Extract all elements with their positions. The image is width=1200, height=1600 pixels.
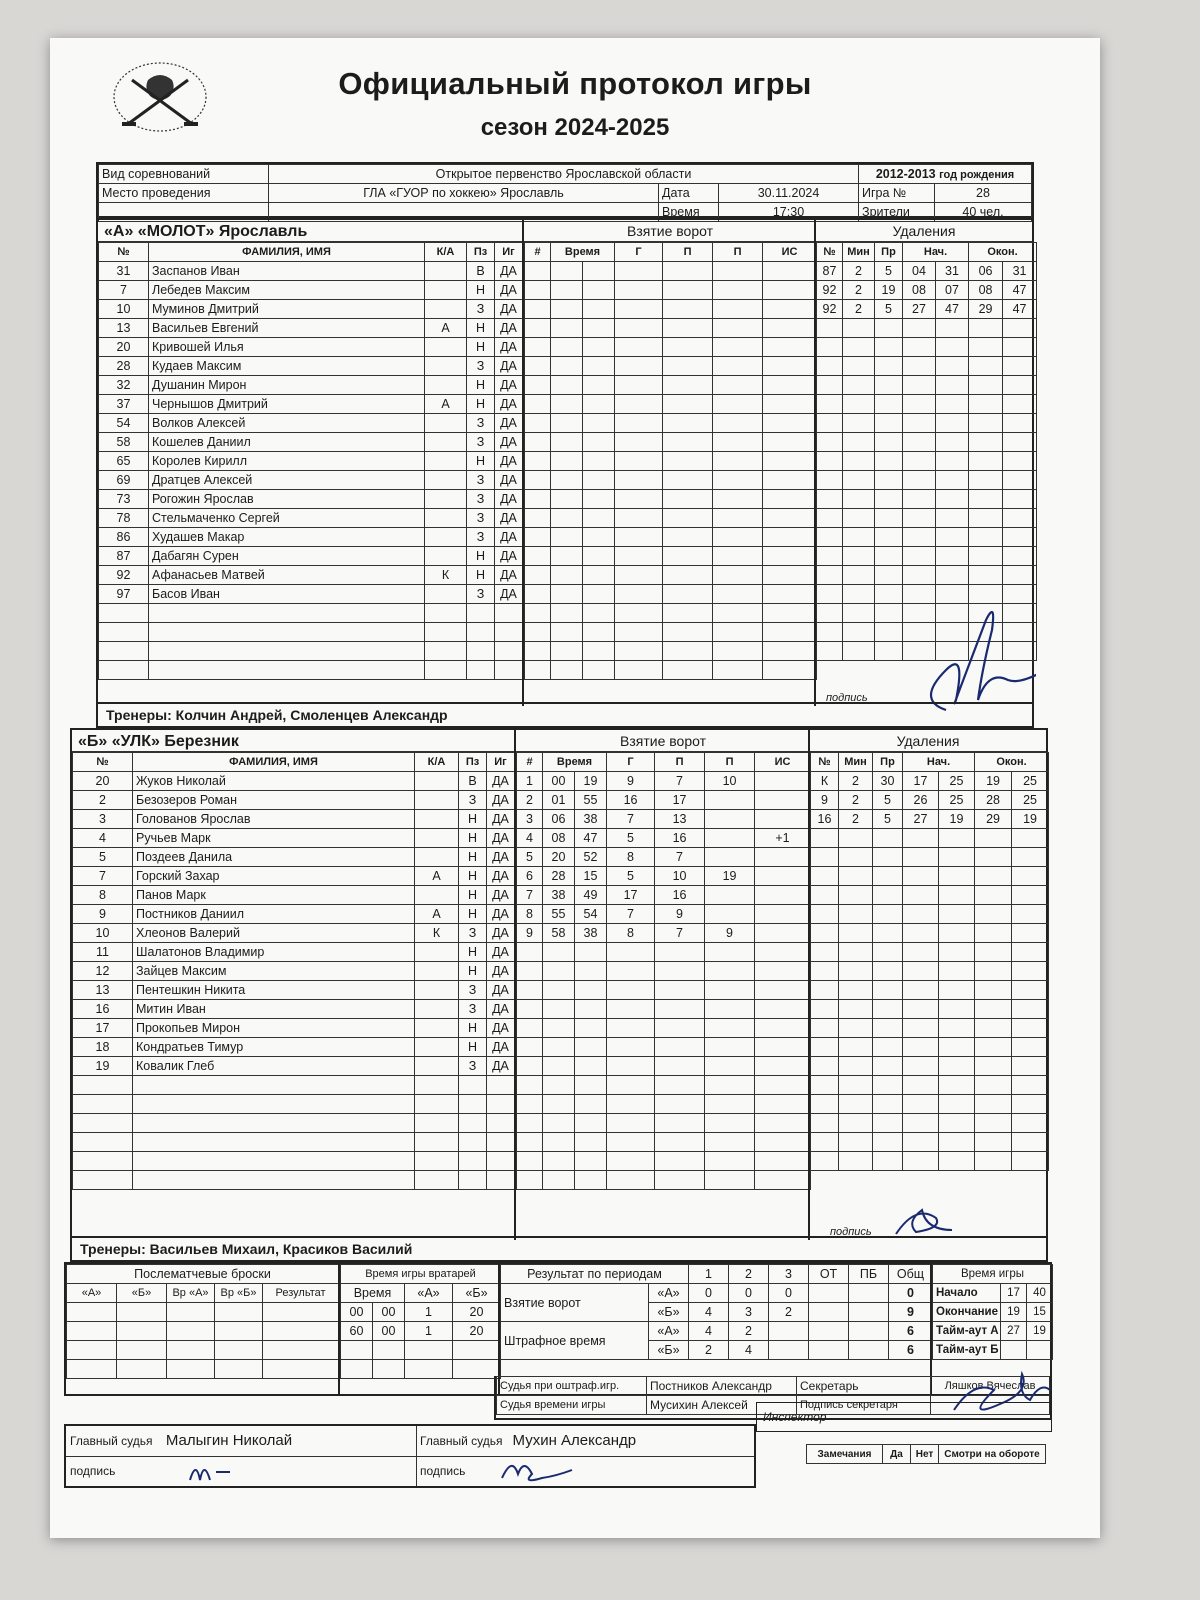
penalty-row xyxy=(811,886,1049,905)
penalty-row: 16 2 5 27 19 29 19 xyxy=(811,810,1049,829)
goal-row xyxy=(517,1152,811,1171)
player-row: 10 Хлеонов Валерий К З ДА xyxy=(73,924,515,943)
team-a-section xyxy=(96,218,1034,728)
goal-row xyxy=(525,376,817,395)
team-b-section xyxy=(70,728,1048,1262)
player-row: 13 Васильев Евгений А Н ДА xyxy=(99,319,523,338)
pen-judge-label: Судья при оштраф.игр. xyxy=(497,1377,647,1396)
player-row xyxy=(99,642,523,661)
penalty-row xyxy=(811,943,1049,962)
penalty-row xyxy=(811,1152,1049,1171)
penalty-row xyxy=(811,981,1049,1000)
player-row: 4 Ручьев Марк Н ДА xyxy=(73,829,515,848)
start-label: Начало xyxy=(933,1284,1001,1303)
team-a-pen-table: № Мин Пр Нач. Окон. 87 2 5 04 31 06 31 92 2 19 08 07 08 47 92 2 5 27 47 29 47 xyxy=(816,242,1037,661)
col-ka-head: К/А xyxy=(425,243,467,262)
player-row: 73 Рогожин Ярослав З ДА xyxy=(99,490,523,509)
goal-row xyxy=(525,490,817,509)
player-row: 31 Заспанов Иван В ДА xyxy=(99,262,523,281)
penalty-row xyxy=(811,924,1049,943)
end-label: Окончание xyxy=(933,1303,1001,1322)
gk-col-a: «А» xyxy=(405,1284,453,1303)
goalie-time-title: Время игры вратарей xyxy=(341,1265,501,1284)
chief-judge-1 xyxy=(66,1426,417,1486)
penalty-row xyxy=(811,1133,1049,1152)
shootout-title: Послематчевые броски xyxy=(67,1265,339,1284)
goal-row xyxy=(517,943,811,962)
chief-judge-1-sign-label: подпись xyxy=(70,1464,116,1478)
goal-row xyxy=(525,661,817,680)
goal-row xyxy=(517,962,811,981)
goal-row xyxy=(517,1114,811,1133)
player-row: 37 Чернышов Дмитрий А Н ДА xyxy=(99,395,523,414)
venue-label: Место проведения xyxy=(99,184,269,203)
chief-judge-2 xyxy=(416,1426,754,1486)
goal-row xyxy=(525,528,817,547)
player-row xyxy=(73,1152,515,1171)
goal-row xyxy=(517,1171,811,1190)
goal-row xyxy=(517,1019,811,1038)
remarks-no: Нет xyxy=(911,1445,939,1464)
team-b-pen-title: Удаления xyxy=(810,730,1046,752)
penalty-row xyxy=(811,905,1049,924)
remarks-yes: Да xyxy=(883,1445,911,1464)
inspector-label: Инспектор xyxy=(763,1410,827,1424)
page-title: Официальный протокол игры xyxy=(338,66,812,101)
period-results-section: Результат по периодам 1 2 3 ОТ ПБ Общ Взятие ворот «А» 0 0 0 0 «Б» 4 3 2 9 Штрафное время «А» 4 2 6 «Б» 2 4 6 xyxy=(498,1264,932,1394)
penalty-row: К 2 30 17 25 19 25 xyxy=(811,772,1049,791)
goal-row xyxy=(525,471,817,490)
player-row: 20 Жуков Николай В ДА xyxy=(73,772,515,791)
goal-row xyxy=(525,642,817,661)
penalty-row xyxy=(817,471,1037,490)
penalty-row xyxy=(811,848,1049,867)
player-row: 5 Поздеев Данила Н ДА xyxy=(73,848,515,867)
chief-judges-block xyxy=(64,1424,756,1488)
gk-col-time: Время xyxy=(341,1284,405,1303)
player-row: 58 Кошелев Даниил З ДА xyxy=(99,433,523,452)
penalty-row xyxy=(817,566,1037,585)
goal-row xyxy=(525,509,817,528)
team-b-coaches: Тренеры: Васильев Михаил, Красиков Василий xyxy=(72,1236,1046,1260)
spectators-label: Зрители xyxy=(859,203,935,222)
player-row: 10 Муминов Дмитрий З ДА xyxy=(99,300,523,319)
player-row: 28 Кудаев Максим З ДА xyxy=(99,357,523,376)
goal-row xyxy=(525,414,817,433)
timeout-b-label: Тайм-аут Б xyxy=(933,1341,1001,1360)
goal-row xyxy=(517,1057,811,1076)
player-row: 19 Ковалик Глеб З ДА xyxy=(73,1057,515,1076)
goal-row: 8 55 54 7 9 xyxy=(517,905,811,924)
player-row xyxy=(99,623,523,642)
secretary-name: Ляшков Вячеслав xyxy=(931,1377,1050,1396)
season-subtitle: сезон 2024-2025 xyxy=(480,114,670,141)
penalty-row: 92 2 5 27 47 29 47 xyxy=(817,300,1037,319)
player-row xyxy=(73,1171,515,1190)
team-a-roster xyxy=(98,220,522,680)
penalty-row xyxy=(817,414,1037,433)
protocol-sheet xyxy=(50,38,1100,1538)
player-row xyxy=(73,1133,515,1152)
pen-judge-name: Постников Александр xyxy=(647,1377,797,1396)
penalty-row xyxy=(811,1000,1049,1019)
so-col-vrb: Вр «Б» xyxy=(215,1284,263,1303)
goal-row xyxy=(517,1133,811,1152)
penalty-row: 92 2 19 08 07 08 47 xyxy=(817,281,1037,300)
team-a-goals xyxy=(522,220,816,706)
team-b-sign-label: подпись xyxy=(830,1226,872,1238)
game-value: 28 xyxy=(935,184,1032,203)
goal-row xyxy=(525,357,817,376)
goal-row: 4 08 47 5 16 +1 xyxy=(517,829,811,848)
goal-row xyxy=(525,262,817,281)
player-row: 97 Басов Иван З ДА xyxy=(99,585,523,604)
so-col-res: Результат xyxy=(263,1284,339,1303)
chief-judge-1-label: Главный судья xyxy=(70,1434,153,1448)
time-judge-label: Судья времени игры xyxy=(497,1396,647,1415)
comp-label: Вид соревнований xyxy=(99,165,269,184)
penalty-row: 9 2 5 26 25 28 25 xyxy=(811,791,1049,810)
col-ig-head: Иг xyxy=(495,243,523,262)
goal-row xyxy=(517,1000,811,1019)
penalty-row xyxy=(811,1038,1049,1057)
secretary-label: Секретарь xyxy=(797,1377,931,1396)
penalty-row xyxy=(817,319,1037,338)
penalty-row xyxy=(811,1114,1049,1133)
inspector-block xyxy=(756,1402,1052,1432)
remarks-block xyxy=(806,1444,1046,1464)
gk-row: 00 00 1 20 xyxy=(341,1303,501,1322)
goalie-time-section xyxy=(338,1264,500,1394)
player-row: 16 Митин Иван З ДА xyxy=(73,1000,515,1019)
team-a-coaches: Тренеры: Колчин Андрей, Смоленцев Александр xyxy=(98,702,1032,726)
period-3-head: 3 xyxy=(769,1265,809,1284)
goal-row xyxy=(525,604,817,623)
chief-judge-2-label: Главный судья xyxy=(420,1434,503,1448)
goals-label: Взятие ворот xyxy=(501,1284,649,1322)
penalty-row xyxy=(811,1076,1049,1095)
time-judge-name: Мусихин Алексей xyxy=(647,1396,797,1415)
remarks-see-back: Смотри на обороте xyxy=(939,1445,1046,1464)
team-a-roster-table xyxy=(98,242,523,680)
player-row: 2 Безозеров Роман З ДА xyxy=(73,791,515,810)
penalty-row xyxy=(811,829,1049,848)
chief-judge-2-signature xyxy=(496,1454,576,1486)
birth-years: 2012-2013 xyxy=(875,167,936,181)
team-a-pen-title: Удаления xyxy=(816,220,1032,242)
penalty-row xyxy=(817,357,1037,376)
goal-row xyxy=(525,623,817,642)
goal-row xyxy=(517,1038,811,1057)
goal-row xyxy=(525,585,817,604)
col-ka-head: К/А xyxy=(415,753,459,772)
penalty-row xyxy=(817,433,1037,452)
goals-total-b: 9 xyxy=(889,1303,933,1322)
chief-judge-1-name: Малыгин Николай xyxy=(165,1432,293,1449)
date-value: 30.11.2024 xyxy=(719,184,859,203)
penalty-row xyxy=(817,376,1037,395)
team-b-penalties xyxy=(808,730,1046,1240)
player-row xyxy=(99,661,523,680)
penalty-row xyxy=(811,1019,1049,1038)
time-label: Время xyxy=(659,203,719,222)
penalty-row xyxy=(811,962,1049,981)
team-a-sign-label: подпись xyxy=(826,692,868,704)
penalty-row xyxy=(811,1095,1049,1114)
penalty-row xyxy=(817,528,1037,547)
spectators-value: 40 xyxy=(962,205,977,219)
player-row: 32 Душанин Мирон Н ДА xyxy=(99,376,523,395)
player-row: 86 Худашев Макар З ДА xyxy=(99,528,523,547)
goal-row: 2 01 55 16 17 xyxy=(517,791,811,810)
goal-row: 7 38 49 17 16 xyxy=(517,886,811,905)
remarks-label: Замечания xyxy=(807,1445,883,1464)
pim-total-a: 6 xyxy=(889,1322,933,1341)
team-a-penalties xyxy=(814,220,1032,706)
team-a-goals-table: # Время Г П П ИС xyxy=(524,242,817,680)
goal-row: 1 00 19 9 7 10 xyxy=(517,772,811,791)
chief-judge-2-sign-label: подпись xyxy=(420,1464,466,1478)
goal-row: 6 28 15 5 10 19 xyxy=(517,867,811,886)
player-row: 7 Лебедев Максим Н ДА xyxy=(99,281,523,300)
ot-head: ОТ xyxy=(809,1265,849,1284)
player-row: 13 Пентешкин Никита З ДА xyxy=(73,981,515,1000)
col-num-head: № xyxy=(99,243,149,262)
team-b-pen-table: № Мин Пр Нач. Окон. К 2 30 17 25 19 25 9 2 5 26 25 28 25 16 2 5 27 19 29 19 xyxy=(810,752,1049,1171)
goal-row xyxy=(517,1095,811,1114)
game-time-section: Время игры Начало 17 40 Окончание 19 15 Тайм-аут А 27 19 Тайм-аут Б xyxy=(930,1264,1050,1394)
player-row xyxy=(73,1076,515,1095)
period-2-head: 2 xyxy=(729,1265,769,1284)
player-row xyxy=(99,604,523,623)
penalty-row xyxy=(817,395,1037,414)
penalty-row: 87 2 5 04 31 06 31 xyxy=(817,262,1037,281)
game-label: Игра № xyxy=(859,184,935,203)
team-b-roster xyxy=(72,730,514,1190)
gk-row: 60 00 1 20 xyxy=(341,1322,501,1341)
player-row: 7 Горский Захар А Н ДА xyxy=(73,867,515,886)
pb-head: ПБ xyxy=(849,1265,889,1284)
game-info-block xyxy=(96,162,1034,218)
penalty-row xyxy=(811,867,1049,886)
penalty-row xyxy=(817,509,1037,528)
comp-value: Открытое первенство Ярославской области xyxy=(269,165,859,184)
goal-row xyxy=(517,981,811,1000)
goal-row: 5 20 52 8 7 xyxy=(517,848,811,867)
team-b-title: «Б» «УЛК» Березник xyxy=(72,730,514,752)
goal-row xyxy=(525,547,817,566)
goal-row xyxy=(525,452,817,471)
player-row: 12 Зайцев Максим Н ДА xyxy=(73,962,515,981)
spectators-unit: чел. xyxy=(979,205,1004,219)
player-row: 18 Кондратьев Тимур Н ДА xyxy=(73,1038,515,1057)
penalty-row xyxy=(817,452,1037,471)
venue-value: ГЛА «ГУОР по хоккею» Ярославль xyxy=(269,184,659,203)
team-b-goals-table: # Время Г П П ИС 1 00 19 9 7 10 2 01 55 16 17 3 06 38 7 13 4 08 47 5 16 +1 5 20 52 8 7 6 28 15 5 10 19 7 38 49 17 16 8 55 54 7 9 9 58 38 8 7 9 xyxy=(516,752,811,1190)
chief-judge-1-signature xyxy=(186,1456,236,1486)
player-row: 17 Прокопьев Мирон Н ДА xyxy=(73,1019,515,1038)
goal-row xyxy=(525,319,817,338)
total-head: Общ xyxy=(889,1265,933,1284)
shootout-section xyxy=(66,1264,338,1394)
penalty-row xyxy=(817,547,1037,566)
game-time-title: Время игры xyxy=(933,1265,1053,1284)
player-row: 92 Афанасьев Матвей К Н ДА xyxy=(99,566,523,585)
goal-row xyxy=(525,566,817,585)
col-ig-head: Иг xyxy=(487,753,515,772)
penalty-row xyxy=(817,490,1037,509)
goal-row xyxy=(525,281,817,300)
penalty-row xyxy=(817,585,1037,604)
secretary-sign-label: Подпись секретаря xyxy=(797,1396,931,1415)
so-col-vra: Вр «А» xyxy=(167,1284,215,1303)
player-row xyxy=(73,1095,515,1114)
player-row xyxy=(73,1114,515,1133)
gk-col-b: «Б» xyxy=(453,1284,501,1303)
goal-row: 3 06 38 7 13 xyxy=(517,810,811,829)
goal-row xyxy=(525,338,817,357)
col-name-head: ФАМИЛИЯ, ИМЯ xyxy=(149,243,425,262)
date-label: Дата xyxy=(659,184,719,203)
team-a-title: «А» «МОЛОТ» Ярославль xyxy=(98,220,522,242)
pim-total-b: 6 xyxy=(889,1341,933,1360)
player-row: 54 Волков Алексей З ДА xyxy=(99,414,523,433)
player-row: 8 Панов Марк Н ДА xyxy=(73,886,515,905)
penalty-row xyxy=(817,338,1037,357)
pim-label: Штрафное время xyxy=(501,1322,649,1360)
player-row: 20 Кривошей Илья Н ДА xyxy=(99,338,523,357)
player-row: 78 Стельмаченко Сергей З ДА xyxy=(99,509,523,528)
col-num-head: № xyxy=(73,753,133,772)
time-value: 17:30 xyxy=(719,203,859,222)
penalty-row xyxy=(811,1057,1049,1076)
goal-row xyxy=(525,433,817,452)
player-row: 87 Дабагян Сурен Н ДА xyxy=(99,547,523,566)
goal-row: 9 58 38 8 7 9 xyxy=(517,924,811,943)
so-col-a: «А» xyxy=(67,1284,117,1303)
player-row: 11 Шалатонов Владимир Н ДА xyxy=(73,943,515,962)
player-row: 65 Королев Кирилл Н ДА xyxy=(99,452,523,471)
col-pz-head: Пз xyxy=(467,243,495,262)
birth-label: год рождения xyxy=(939,169,1015,181)
player-row: 9 Постников Даниил А Н ДА xyxy=(73,905,515,924)
period-1-head: 1 xyxy=(689,1265,729,1284)
team-b-goals xyxy=(514,730,810,1240)
team-b-roster-table xyxy=(72,752,515,1190)
results-title: Результат по периодам xyxy=(501,1265,689,1284)
timeout-a-label: Тайм-аут А xyxy=(933,1322,1001,1341)
chief-judge-2-name: Мухин Александр xyxy=(512,1432,637,1449)
team-b-goals-title: Взятие ворот xyxy=(516,730,810,752)
player-row: 3 Голованов Ярослав Н ДА xyxy=(73,810,515,829)
player-row: 69 Дратцев Алексей З ДА xyxy=(99,471,523,490)
goals-total-a: 0 xyxy=(889,1284,933,1303)
col-name-head: ФАМИЛИЯ, ИМЯ xyxy=(133,753,415,772)
goal-row xyxy=(525,300,817,319)
so-col-b: «Б» xyxy=(117,1284,167,1303)
col-pz-head: Пз xyxy=(459,753,487,772)
team-a-goals-title: Взятие ворот xyxy=(524,220,816,242)
goal-row xyxy=(525,395,817,414)
goal-row xyxy=(517,1076,811,1095)
